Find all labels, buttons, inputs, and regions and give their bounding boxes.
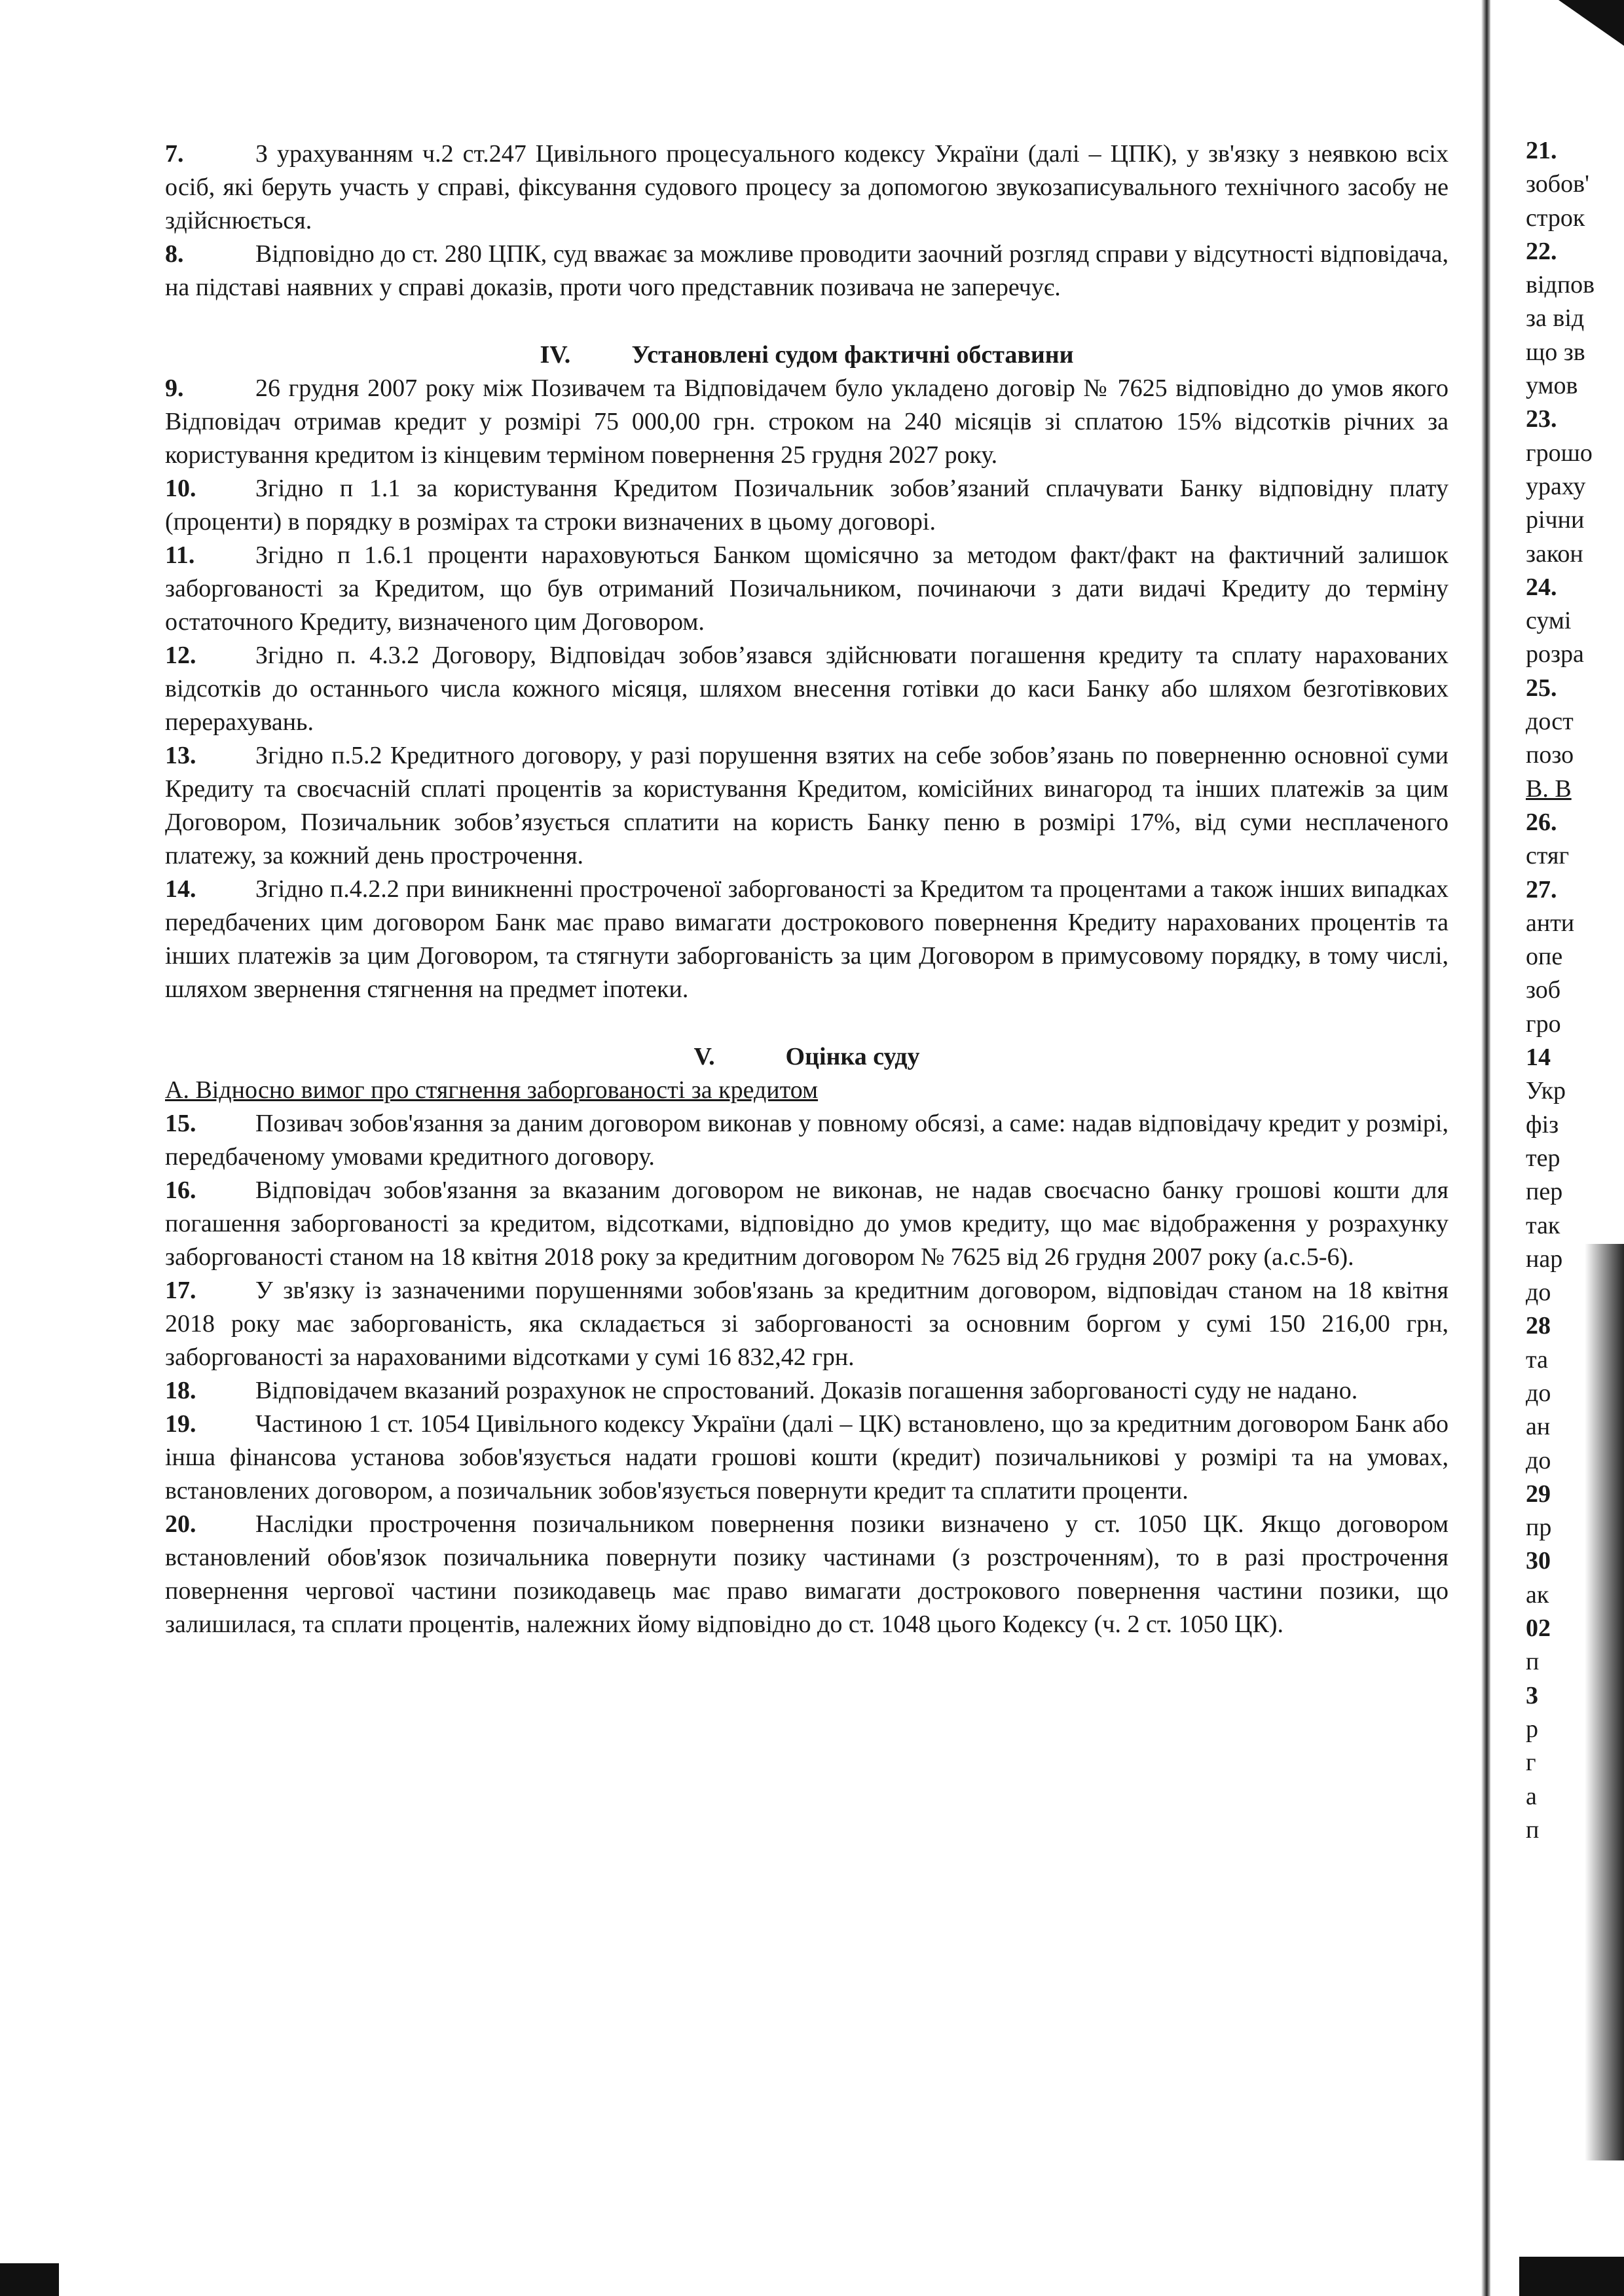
paragraph-20: 20. Наслідки прострочення позичальником повернення позики визначено у ст. 1050 ЦК. Якщо договором встановлений обов'язок позичальника повернути позику частинами (з розстроченням), то в разі прострочення повернення чергової частини позикодавець має право вимагати дострокового повернення частини позики, що залишилася, та сплати процентів, належних йому відповідно до ст. 1048 цього Кодексу (ч. 2 ст. 1050 ЦК).	[165, 1510, 1449, 1638]
paragraph-12: 12. Згідно п. 4.3.2 Договору, Відповідач зобов’язався здійснювати погашення кредиту та сплату нарахованих відсотків до останнього числа кожного місяця, шляхом внесення готівки до каси Банку або шляхом безготівкових перерахувань.	[165, 642, 1449, 736]
adjacent-page-line: 21.	[1526, 137, 1557, 164]
adjacent-page-line: до	[1526, 1379, 1551, 1407]
paragraph-16: 16. Відповідач зобов'язання за вказаним договором не виконав, не надав своєчасно банку грошові кошти для погашення заборгованості за кредитом, відсотками, відповідно до умов кредиту, що має відображення у розрахунку заборгованості станом на 18 квітня 2018 року за кредитним договором № 7625 від 26 грудня 2007 року (а.с.5-6).	[165, 1176, 1449, 1271]
paragraph-9: 9. 26 грудня 2007 року між Позивачем та Відповідачем було укладено договір № 7625 відповідно до умов якого Відповідач отримав кредит у розмірі 75 000,00 грн. строком на 240 місяців зі сплатою 15% відсотків річних за користування кредитом із кінцевим терміном повернення 25 грудня 2027 року.	[165, 374, 1449, 469]
adjacent-page-line: до	[1526, 1279, 1551, 1307]
adjacent-page-line: розра	[1526, 640, 1584, 668]
adjacent-page-line: р	[1526, 1715, 1538, 1743]
adjacent-page-line: п	[1526, 1648, 1540, 1676]
adjacent-page-line: дост	[1526, 708, 1574, 736]
adjacent-page-line: сумі	[1526, 607, 1572, 635]
adjacent-page-line: а	[1526, 1782, 1537, 1810]
adjacent-page-line: строк	[1526, 204, 1585, 232]
adjacent-page-line: В. В	[1526, 774, 1572, 803]
adjacent-page-line: що зв	[1526, 338, 1585, 366]
adjacent-page-line: закон	[1526, 539, 1583, 568]
adjacent-page-line: за від	[1526, 304, 1585, 333]
adjacent-page-line: ураху	[1526, 472, 1586, 500]
adjacent-page-line: 29	[1526, 1480, 1551, 1508]
adjacent-page-line: пр	[1526, 1514, 1552, 1542]
adjacent-page-line: річни	[1526, 506, 1585, 534]
adjacent-page-line: стяг	[1526, 842, 1570, 870]
paragraph-14: 14. Згідно п.4.2.2 при виникненні простроченої заборгованості за Кредитом та процентами а також інших випадках передбачених цим договором Банк має право вимагати дострокового повернення Кредиту нарахованих процентів та інших платежів за цим Договором, та стягнути заборгованість за цим Договором в примусовому порядку, в тому числі, шляхом звернення стягнення на предмет іпотеки.	[165, 875, 1449, 1003]
adjacent-page-strip	[1526, 134, 1624, 1847]
adjacent-page-line: 26.	[1526, 808, 1557, 836]
adjacent-page-line: г	[1526, 1749, 1536, 1777]
paragraph-8: 8. Відповідно до ст. 280 ЦПК, суд вважає за можливе проводити заочний розгляд справи у відсутності відповідача, на підставі наявних у справі доказів, проти чого представник позивача не заперечує.	[165, 240, 1449, 301]
adjacent-page-line: фіз	[1526, 1110, 1559, 1139]
adjacent-page-line: 28	[1526, 1312, 1551, 1340]
adjacent-page-line: ак	[1526, 1580, 1549, 1609]
adjacent-page-line: грошо	[1526, 439, 1593, 467]
adjacent-page-line: нар	[1526, 1245, 1563, 1273]
adjacent-page-line: зоб	[1526, 976, 1561, 1004]
adjacent-page-line: ан	[1526, 1413, 1551, 1441]
document-page	[165, 137, 1449, 1641]
adjacent-page-line: анти	[1526, 909, 1575, 937]
adjacent-page-line: Укр	[1526, 1077, 1566, 1105]
adjacent-page-line: 22.	[1526, 237, 1557, 265]
paragraph-13: 13. Згідно п.5.2 Кредитного договору, у разі порушення взятих на себе зобов’язань по поверненню основної суми Кредиту та своєчасній сплаті процентів за користування Кредитом, комісійних винагород та інших платежів за цим Договором, Позичальник зобов’язується сплатити на користь Банку пеню в розмірі 17%, від суми несплаченого платежу, за кожний день прострочення.	[165, 742, 1449, 869]
section-4-heading: IV. Установлені судом фактичні обставини	[540, 341, 1074, 369]
adjacent-page-line: 25.	[1526, 674, 1557, 702]
paragraph-19: 19. Частиною 1 ст. 1054 Цивільного кодексу України (далі – ЦК) встановлено, що за кредитним договором Банк або інша фінансова установа зобов'язується надати грошові кошти (кредит) позичальникові у розмірі та на умовах, встановлених договором, а позичальник зобов'язується повернути кредит та сплатити проценти.	[165, 1410, 1449, 1504]
adjacent-page-line: позо	[1526, 741, 1574, 769]
adjacent-page-line: до	[1526, 1446, 1551, 1474]
adjacent-page-line: 30	[1526, 1547, 1551, 1575]
paragraph-15: 15. Позивач зобов'язання за даним договором виконав у повному обсязі, а саме: надав відповідачу кредит у розмірі, передбаченому умовами кредитного договору.	[165, 1110, 1449, 1171]
page-fold-shadow	[1481, 0, 1490, 2296]
adjacent-page-line: 3	[1526, 1681, 1538, 1709]
adjacent-page-line: 24.	[1526, 573, 1557, 601]
adjacent-page-line: 14	[1526, 1044, 1551, 1072]
adjacent-page-line: 23.	[1526, 405, 1557, 433]
section-5-subheading: А. Відносно вимог про стягнення заборгованості за кредитом	[165, 1076, 819, 1104]
paragraph-11: 11. Згідно п 1.6.1 проценти нараховуються Банком щомісячно за методом факт/факт на фактичний залишок заборгованості за Кредитом, що був отриманий Позичальником, починаючи з дати видачі Кредиту до терміну остаточного Кредиту, визначеного цим Договором.	[165, 541, 1449, 636]
adjacent-page-line: та	[1526, 1345, 1548, 1374]
adjacent-page-line: так	[1526, 1211, 1560, 1239]
scan-bottom-mark-right	[1519, 2257, 1624, 2296]
adjacent-page-line: п	[1526, 1815, 1540, 1844]
adjacent-page-line: гро	[1526, 1010, 1561, 1038]
adjacent-page-line: 27.	[1526, 875, 1557, 903]
section-5-heading: V. Оцінка суду	[693, 1043, 920, 1070]
adjacent-page-line: 02	[1526, 1614, 1551, 1643]
paragraph-17: 17. У зв'язку із зазначеними порушеннями зобов'язань за кредитним договором, відповідач станом на 18 квітня 2018 року має заборгованість, яка складається зі заборгованості за основним боргом у сумі 150 216,00 грн, заборгованості за нарахованими відсотками у сумі 16 832,42 грн.	[165, 1277, 1449, 1371]
adjacent-page-line: умов	[1526, 372, 1578, 400]
adjacent-page-line: опе	[1526, 943, 1563, 971]
adjacent-page-line: зобов'	[1526, 170, 1589, 198]
adjacent-page-line: пер	[1526, 1178, 1563, 1206]
scan-bottom-mark	[0, 2263, 59, 2296]
paragraph-18: 18. Відповідачем вказаний розрахунок не спростований. Доказів погашення заборгованості суду не надано.	[165, 1377, 1358, 1404]
scan-corner-mark	[1559, 0, 1624, 46]
paragraph-10: 10. Згідно п 1.1 за користування Кредитом Позичальник зобов’язаний сплачувати Банку відповідну плату (проценти) в порядку в розмірах та строки визначених в цьому договорі.	[165, 475, 1449, 536]
adjacent-page-line: відпов	[1526, 271, 1595, 299]
adjacent-page-line: тер	[1526, 1144, 1560, 1172]
paragraph-7: 7. З урахуванням ч.2 ст.247 Цивільного процесуального кодексу України (далі – ЦПК), у зв'язку з неявкою всіх осіб, які беруть участь у справі, фіксування судового процесу за допомогою звукозаписувального технічного засобу не здійснюється.	[165, 140, 1449, 234]
